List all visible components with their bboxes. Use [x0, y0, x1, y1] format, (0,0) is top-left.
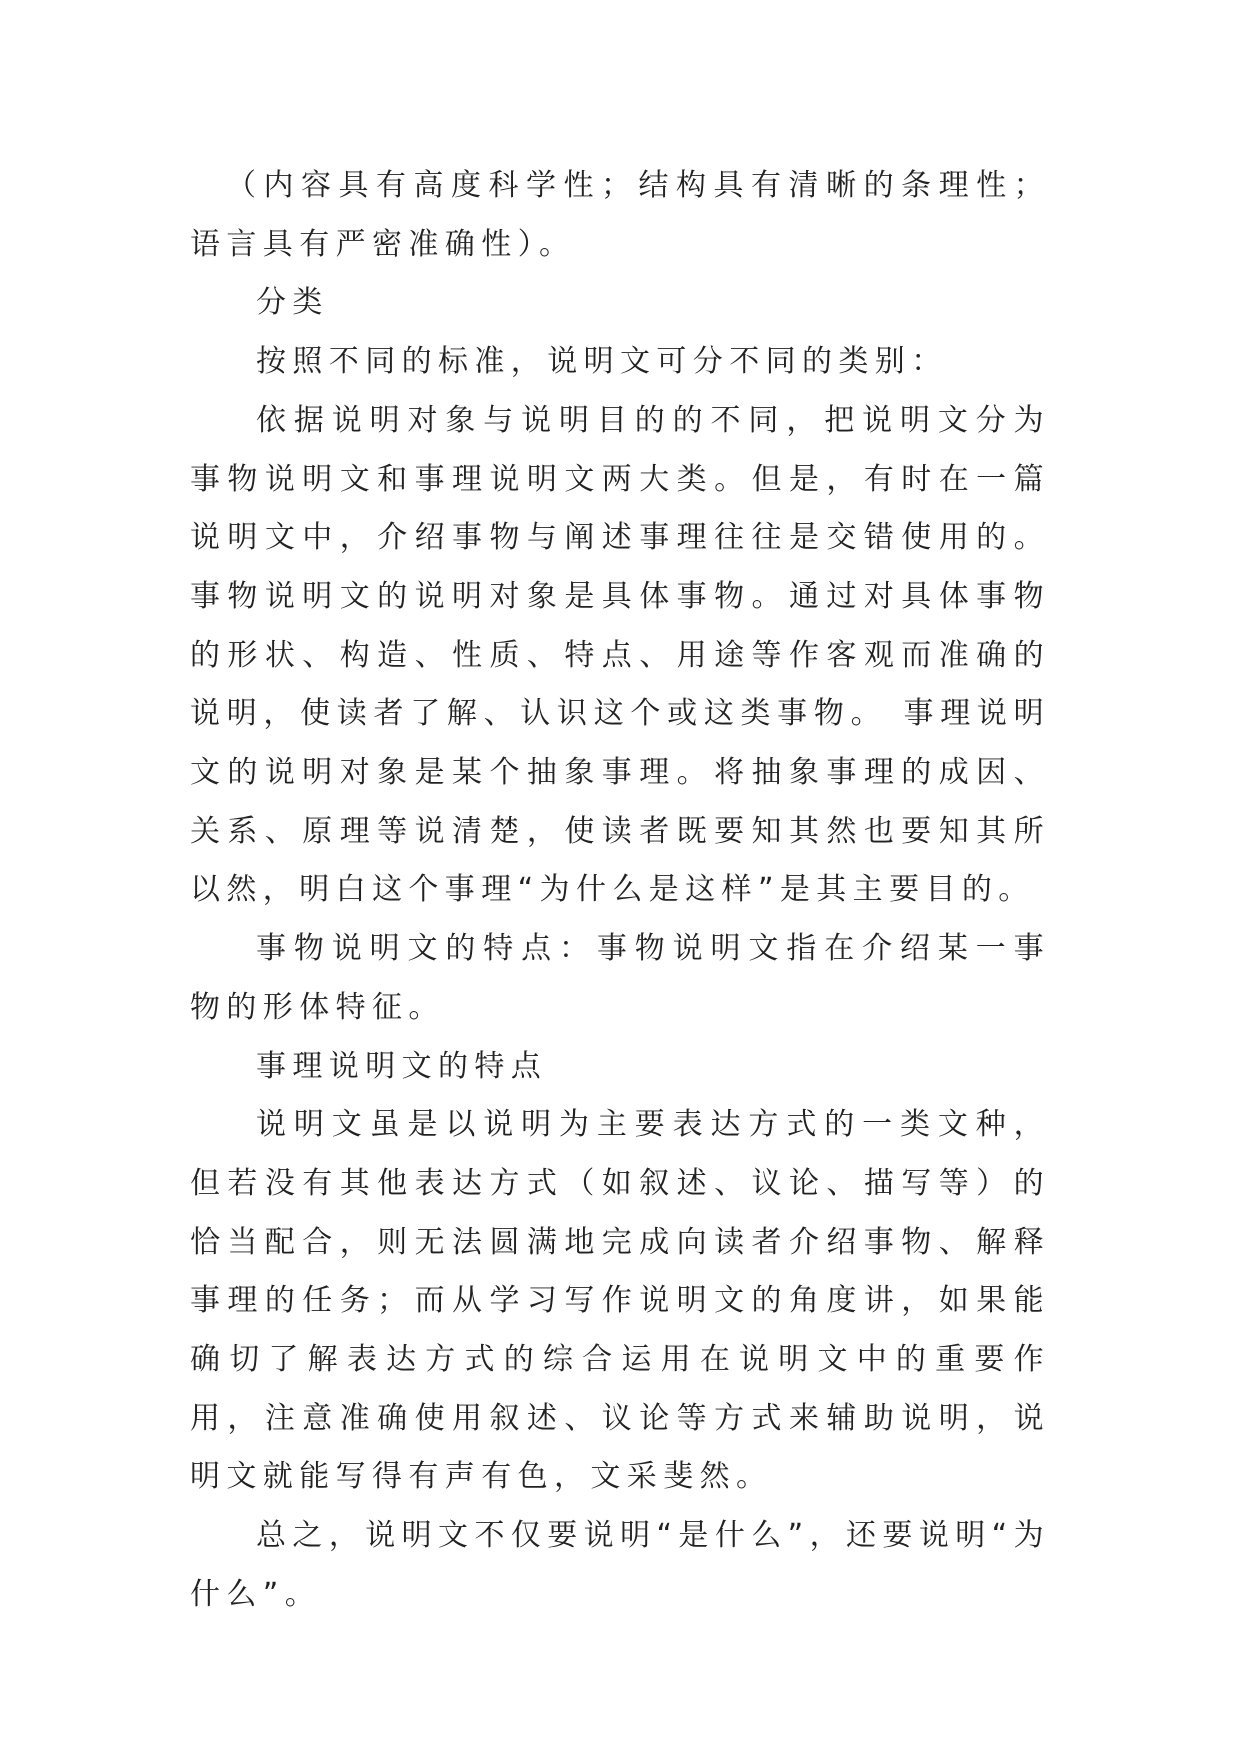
paragraph-thing-explanation-features: 事物说明文的特点：事物说明文指在介绍某一事物的形体特征。 [190, 931, 1050, 1025]
paragraph-classification-intro: 按照不同的标准，说明文可分不同的类别： [256, 344, 948, 380]
paragraph-heading-classification: 分类 [256, 285, 329, 321]
paragraph-conclusion: 总之，说明文不仅要说明“是什么”，还要说明“为什么”。 [190, 1518, 1050, 1612]
document-body [190, 157, 1050, 1625]
paragraph-expression-methods: 说明文虽是以说明为主要表达方式的一类文种，但若没有其他表达方式（如叙述、议论、描写等）的恰当配合，则无法圆满地完成向读者介绍事物、解释事理的任务；而从学习写作说明文的角度讲，如果能确切了解表达方式的综合运用在说明文中的重要作用，注意准确使用叙述、议论等方式来辅助说明，说明文就能写得有声有色，文采斐然。 [190, 1107, 1050, 1495]
paragraph-object-purpose: 依据说明对象与说明目的的不同，把说明文分为事物说明文和事理说明文两大类。但是，有时在一篇说明文中，介绍事物与阐述事理往往是交错使用的。 事物说明文的说明对象是具体事物。通过对具体事物的形状、构造、性质、特点、用途等作客观而准确的说明，使读者了解、认识这个或这类事物。 事理说明文的说明对象是某个抽象事理。将抽象事理的成因、关系、原理等说清楚，使读者既要知其然也要知其所以然，明白这个事理“为什么是这样”是其主要目的。 [190, 402, 1050, 908]
paragraph-features-note: （内容具有高度科学性；结构具有清晰的条理性；语言具有严密准确性）。 [190, 168, 1050, 262]
paragraph-heading-reasoning-features: 事理说明文的特点 [256, 1048, 548, 1084]
